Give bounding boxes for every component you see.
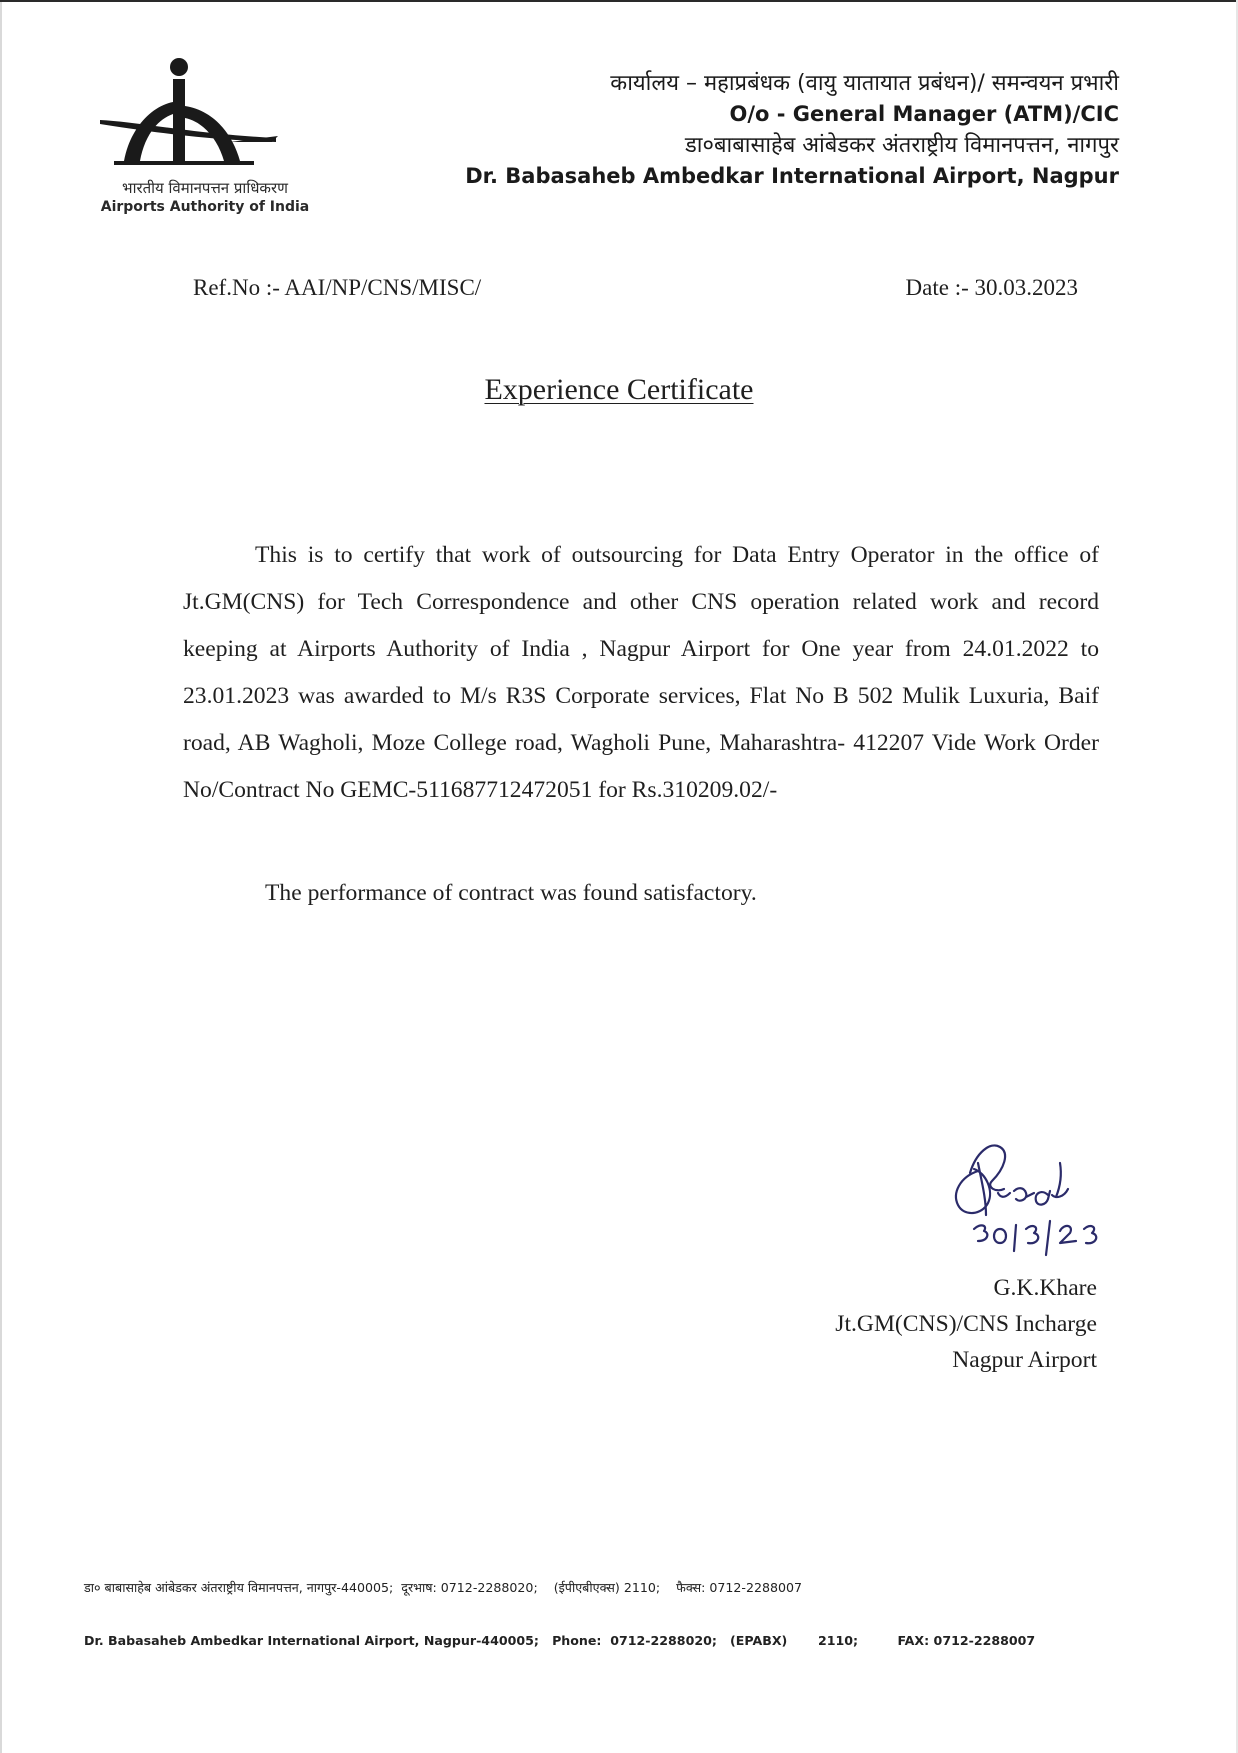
handwritten-signature — [930, 1133, 1160, 1283]
document-title-text: Experience Certificate — [484, 373, 754, 406]
footer-hindi: डा० बाबासाहेब आंबेडकर अंतराष्ट्रीय विमानपत्तन, नागपुर-440005; दूरभाष: 0712-2288020; (ईपीएबीएक्स) 2110; फैक्स: 0712-2288007 — [84, 1580, 803, 1595]
document-title — [0, 373, 1238, 407]
signatory-name: G.K.Khare — [993, 1275, 1097, 1301]
certificate-closing: The performance of contract was found satisfactory. — [265, 880, 757, 906]
scan-edge-left — [0, 2, 2, 1753]
letterhead-footer — [84, 1546, 1035, 1667]
certificate-body: This is to certify that work of outsourcing for Data Entry Operator in the office of Jt.GM(CNS) for Tech Correspondence and other CNS operation related work and record keeping at Airports Authority of India , Nagpur Airport for One year from 24.01.2022 to 23.01.2023 was awarded to M/s R3S Corporate services, Flat No B 502 Mulik Luxuria, Baif road, AB Wagholi, Moze College road, Wagholi Pune, Maharashtra- 412207 Vide Work Order No/Contract No GEMC-511687712472051 for Rs.310209.02/- — [183, 542, 1099, 803]
airport-english: Dr. Babasaheb Ambedkar International Airport, Nagpur — [465, 164, 1119, 188]
org-name-hindi: भारतीय विमानपत्तन प्राधिकरण — [122, 179, 288, 197]
org-name-english: Airports Authority of India — [100, 199, 310, 215]
signatory-block — [835, 1270, 1097, 1378]
document-date: Date :- 30.03.2023 — [905, 275, 1078, 300]
aai-logo-icon — [100, 58, 310, 170]
signatory-location: Nagpur Airport — [952, 1347, 1097, 1373]
airport-hindi: डा०बाबासाहेब आंबेडकर अंतराष्ट्रीय विमानपत्तन, नागपुर — [685, 133, 1119, 158]
scan-edge-top — [0, 0, 1238, 2]
signatory-designation: Jt.GM(CNS)/CNS Incharge — [835, 1311, 1097, 1337]
footer-english: Dr. Babasaheb Ambedkar International Airport, Nagpur-440005; Phone: 0712-2288020; (EPABX) 2110; FAX: 0712-2288007 — [84, 1633, 1036, 1648]
office-heading — [465, 68, 1119, 192]
office-hindi: कार्यालय – महाप्रबंधक (वायु यातायात प्रबंधन)/ समन्वयन प्रभारी — [610, 71, 1119, 96]
office-english: O/o - General Manager (ATM)/CIC — [729, 102, 1119, 126]
reference-number: Ref.No :- AAI/NP/CNS/MISC/ — [193, 275, 482, 300]
